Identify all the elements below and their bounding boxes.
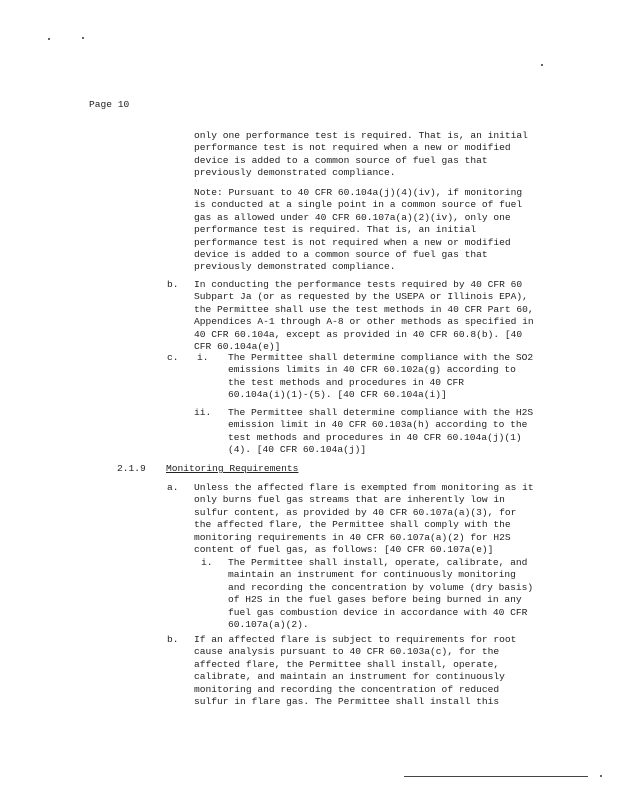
scan-speck	[48, 38, 50, 40]
item-c-marker: c.	[167, 352, 179, 363]
item-b2-marker: b.	[167, 634, 179, 645]
item-a2-marker: a.	[167, 482, 179, 493]
item-b2-text: If an affected flare is subject to requirements for root cause analysis pursuant to 40 CFR 60.103a(c), for the affected flare, the Permittee shall install, operate, calibrate, and maintain an instrument for continuously monitoring and recording the concentration of reduced sulfur in flare gas. The Permittee shall install this	[194, 634, 517, 708]
item-b-marker: b.	[167, 279, 179, 290]
item-a2-i-text: The Permittee shall install, operate, calibrate, and maintain an instrument for continuously monitoring and recording the concentration by volume (dry basis) of H2S in the fuel gases before being burned in any fuel gas combustion device in accordance with 40 CFR 60.107a(a)(2).	[228, 557, 534, 631]
scan-speck	[600, 775, 602, 777]
intro-paragraph: only one performance test is required. That is, an initial performance test is not required when a new or modified device is added to a common source of fuel gas that previously demonstrated compliance.	[194, 130, 528, 179]
item-c-ii-marker: ii.	[194, 407, 212, 418]
item-c-ii-text: The Permittee shall determine compliance with the H2S emission limit in 40 CFR 60.103a(h) according to the test methods and procedures in 40 CFR 60.104a(j)(1) (4). [40 CFR 60.104a(j)]	[228, 407, 534, 456]
scan-speck	[541, 64, 543, 66]
page-label: Page 10	[89, 99, 130, 110]
section-title: Monitoring Requirements	[166, 463, 299, 474]
scan-speck	[82, 37, 84, 39]
item-a2-i-marker: i.	[201, 557, 213, 568]
item-c-i-text: The Permittee shall determine compliance with the SO2 emissions limits in 40 CFR 60.102a(g) according to the test methods and procedures in 40 CFR 60.104a(i)(1)-(5). [40 CFR 60.104a(i)]	[228, 352, 534, 401]
item-b-text: In conducting the performance tests required by 40 CFR 60 Subpart Ja (or as requested by the USEPA or Illinois EPA), the Permittee shall use the test methods in 40 CFR Part 60, Appendices A-1 through A-8 or other methods as specified in 40 CFR 60.104a, except as provided in 40 CFR 60.8(b). [40 CFR 60.104a(e)]	[194, 279, 534, 353]
note-paragraph: Note: Pursuant to 40 CFR 60.104a(j)(4)(iv), if monitoring is conducted at a single point in a common source of fuel gas as allowed under 40 CFR 60.107a(a)(2)(iv), only one performance test is required. That is, an initial performance test is not required when a new or modified device is added to a common source of fuel gas that previously demonstrated compliance.	[194, 187, 523, 273]
section-number: 2.1.9	[117, 463, 146, 474]
scan-rule	[404, 776, 588, 777]
item-c-i-marker: i.	[197, 352, 209, 363]
item-a2-text: Unless the affected flare is exempted from monitoring as it only burns fuel gas streams that are inherently low in sulfur content, as provided by 40 CFR 60.107a(a)(3), for the affected flare, the Permittee shall comply with the monitoring requirements in 40 CFR 60.107a(a)(2) for H2S content of fuel gas, as follows: [40 CFR 60.107a(e)]	[194, 482, 534, 556]
